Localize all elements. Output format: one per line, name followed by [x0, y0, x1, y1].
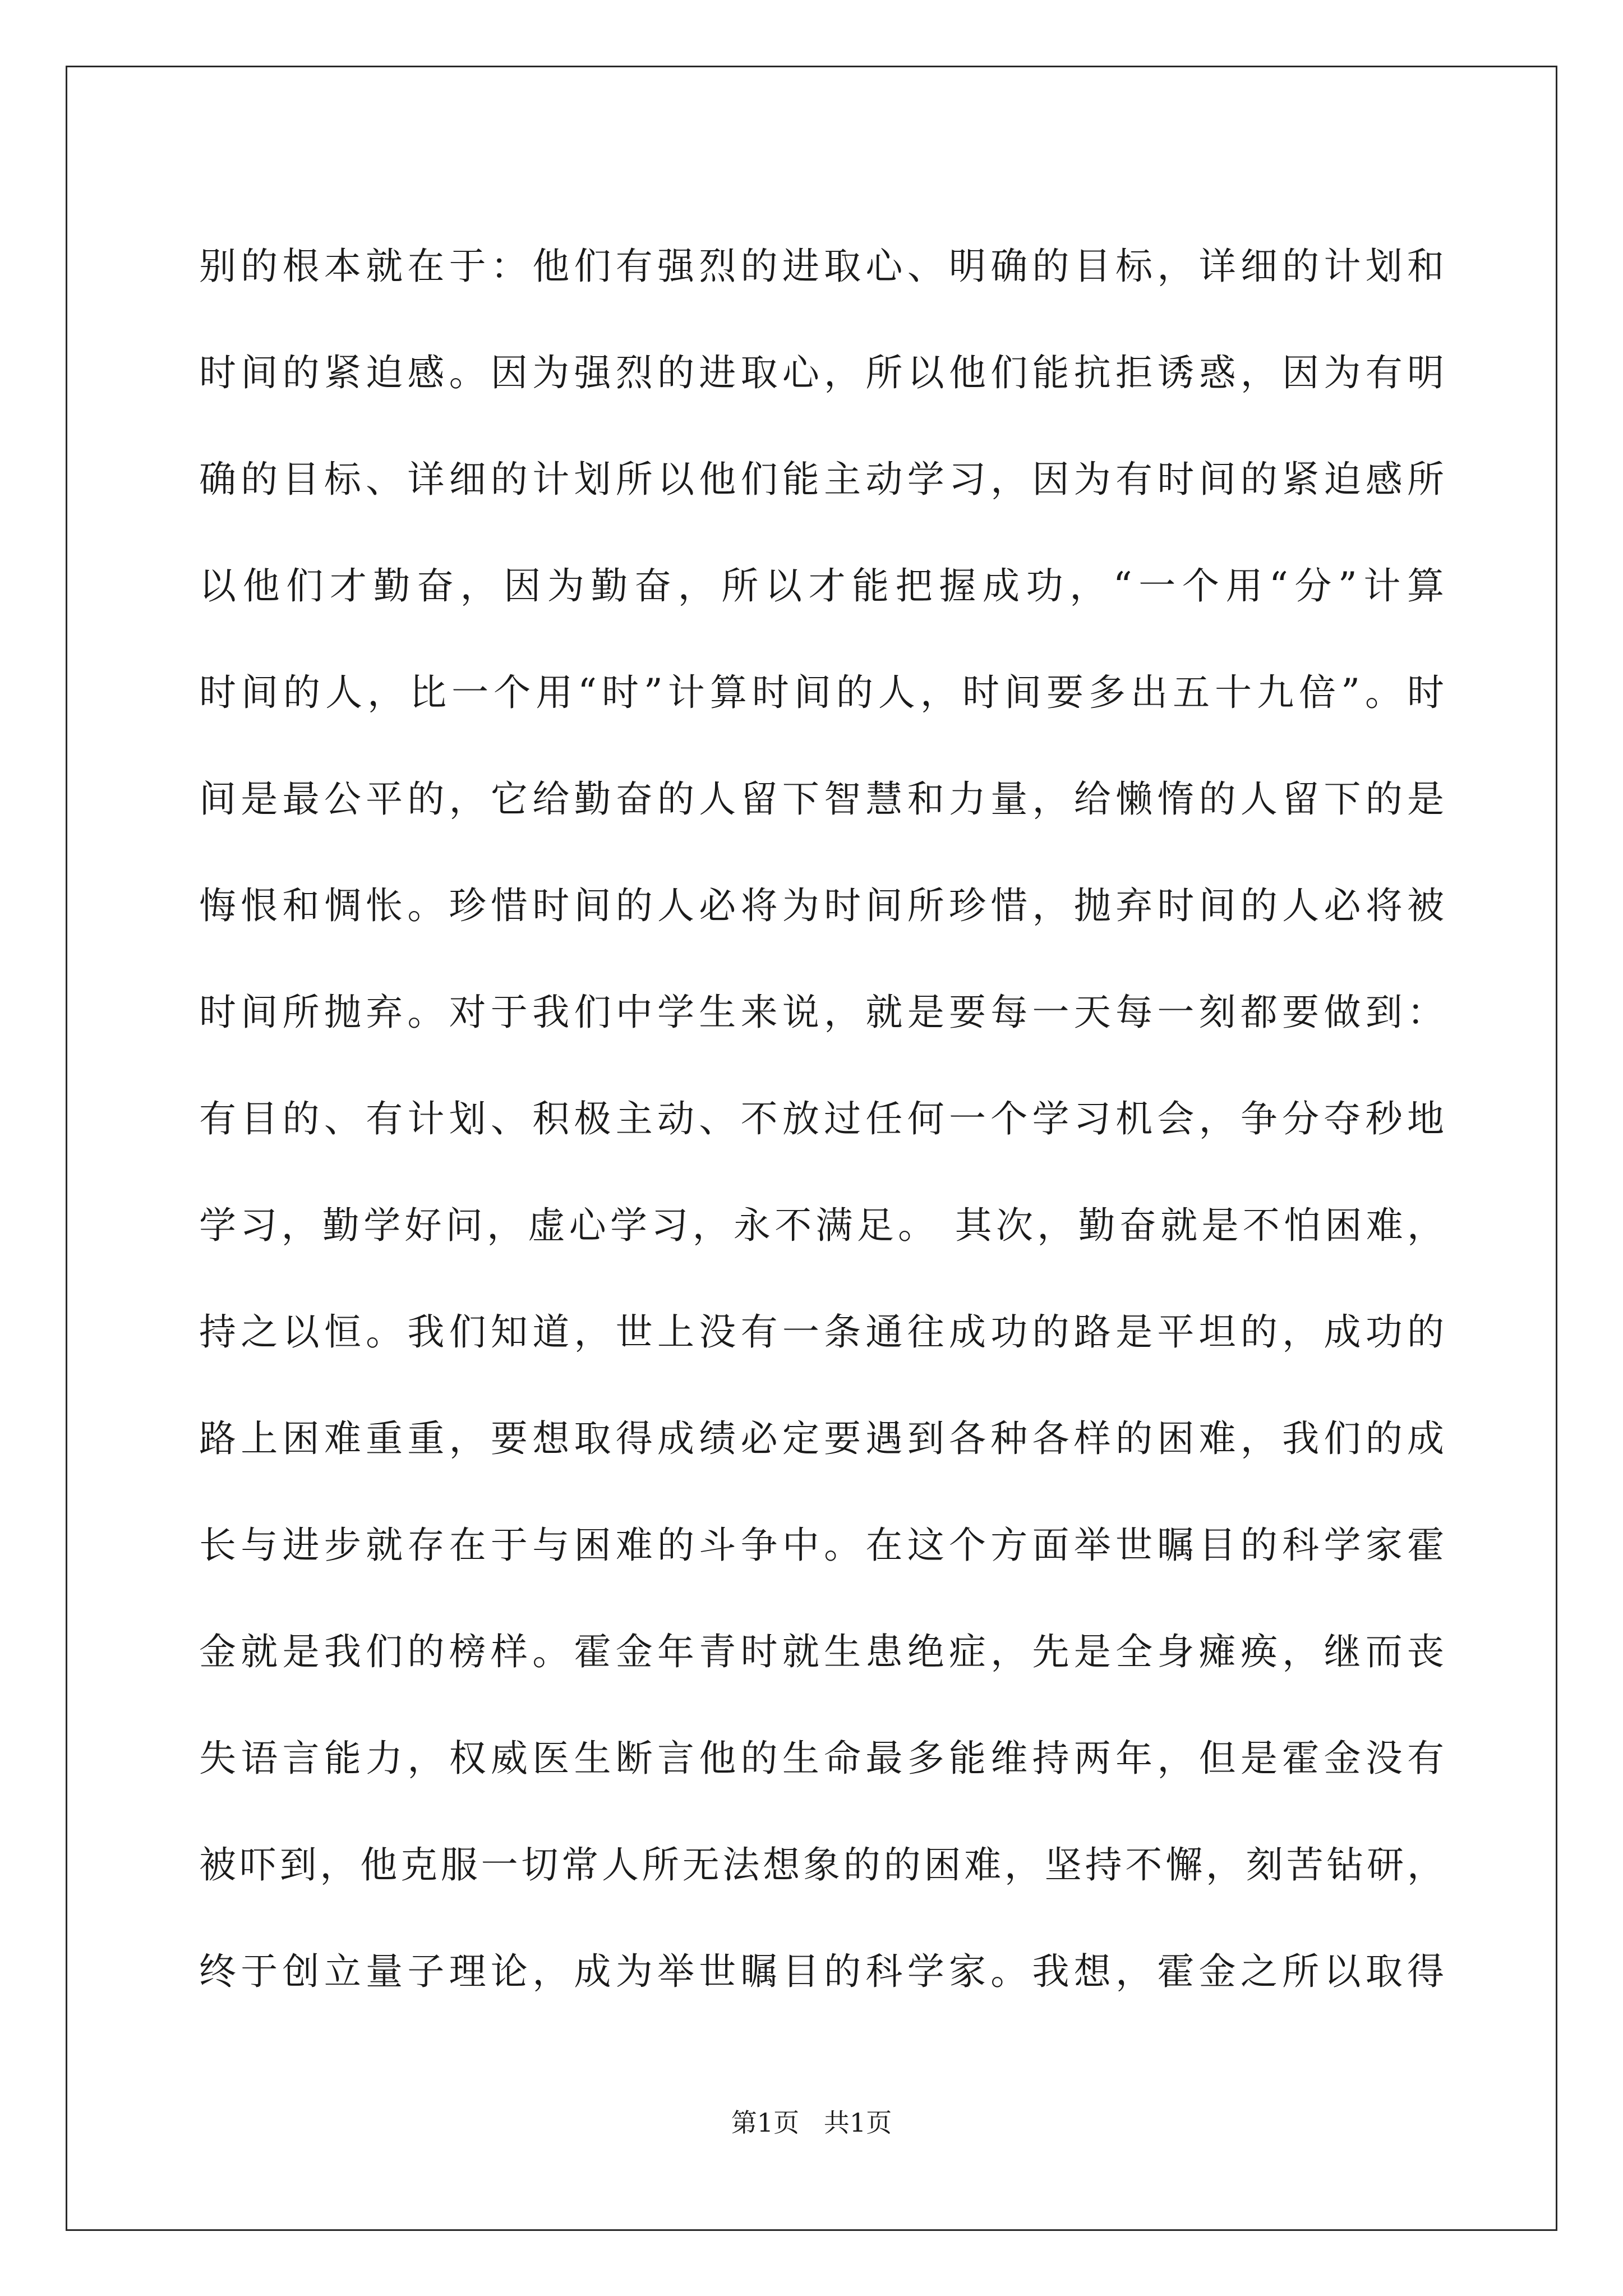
- text-line-9: 有目的、有计划、积极主动、不放过任何一个学习机会，争分夺秒地: [199, 1097, 1444, 1140]
- text-line-14: 金就是我们的榜样。霍金年青时就生患绝症，先是全身瘫痪，继而丧: [199, 1630, 1444, 1673]
- page-number-footer: 第1页 共1页: [731, 2108, 892, 2138]
- text-line-11: 持之以恒。我们知道，世上没有一条通往成功的路是平坦的，成功的: [199, 1310, 1444, 1354]
- text-line-13: 长与进步就存在于与困难的斗争中。在这个方面举世瞩目的科学家霍: [199, 1524, 1444, 1567]
- text-line-1: 别的根本就在于：他们有强烈的进取心、明确的目标，详细的计划和: [199, 245, 1444, 288]
- text-line-7: 悔恨和惆怅。珍惜时间的人必将为时间所珍惜，抛弃时间的人必将被: [199, 884, 1444, 927]
- text-line-16: 被吓到，他克服一切常人所无法想象的的困难，坚持不懈，刻苦钻研，: [199, 1843, 1444, 1887]
- text-line-3: 确的目标、详细的计划所以他们能主动学习，因为有时间的紧迫感所: [199, 458, 1444, 501]
- text-line-5: 时间的人，比一个用“时”计算时间的人，时间要多出五十九倍”。时: [199, 671, 1444, 714]
- document-body: [199, 213, 1444, 2025]
- text-line-4: 以他们才勤奋，因为勤奋，所以才能把握成功，“一个用“分”计算: [199, 564, 1444, 608]
- text-line-6: 间是最公平的，它给勤奋的人留下智慧和力量，给懒惰的人留下的是: [199, 777, 1444, 821]
- text-line-8: 时间所抛弃。对于我们中学生来说，就是要每一天每一刻都要做到：: [199, 991, 1444, 1034]
- text-line-17: 终于创立量子理论，成为举世瞩目的科学家。我想，霍金之所以取得: [199, 1950, 1444, 1993]
- text-line-2: 时间的紧迫感。因为强烈的进取心，所以他们能抗拒诱惑，因为有明: [199, 351, 1444, 394]
- text-line-10: 学习，勤学好问，虚心学习，永不满足。 其次，勤奋就是不怕困难，: [199, 1204, 1444, 1247]
- text-line-15: 失语言能力，权威医生断言他的生命最多能维持两年，但是霍金没有: [199, 1737, 1444, 1780]
- text-line-12: 路上困难重重，要想取得成绩必定要遇到各种各样的困难，我们的成: [199, 1417, 1444, 1460]
